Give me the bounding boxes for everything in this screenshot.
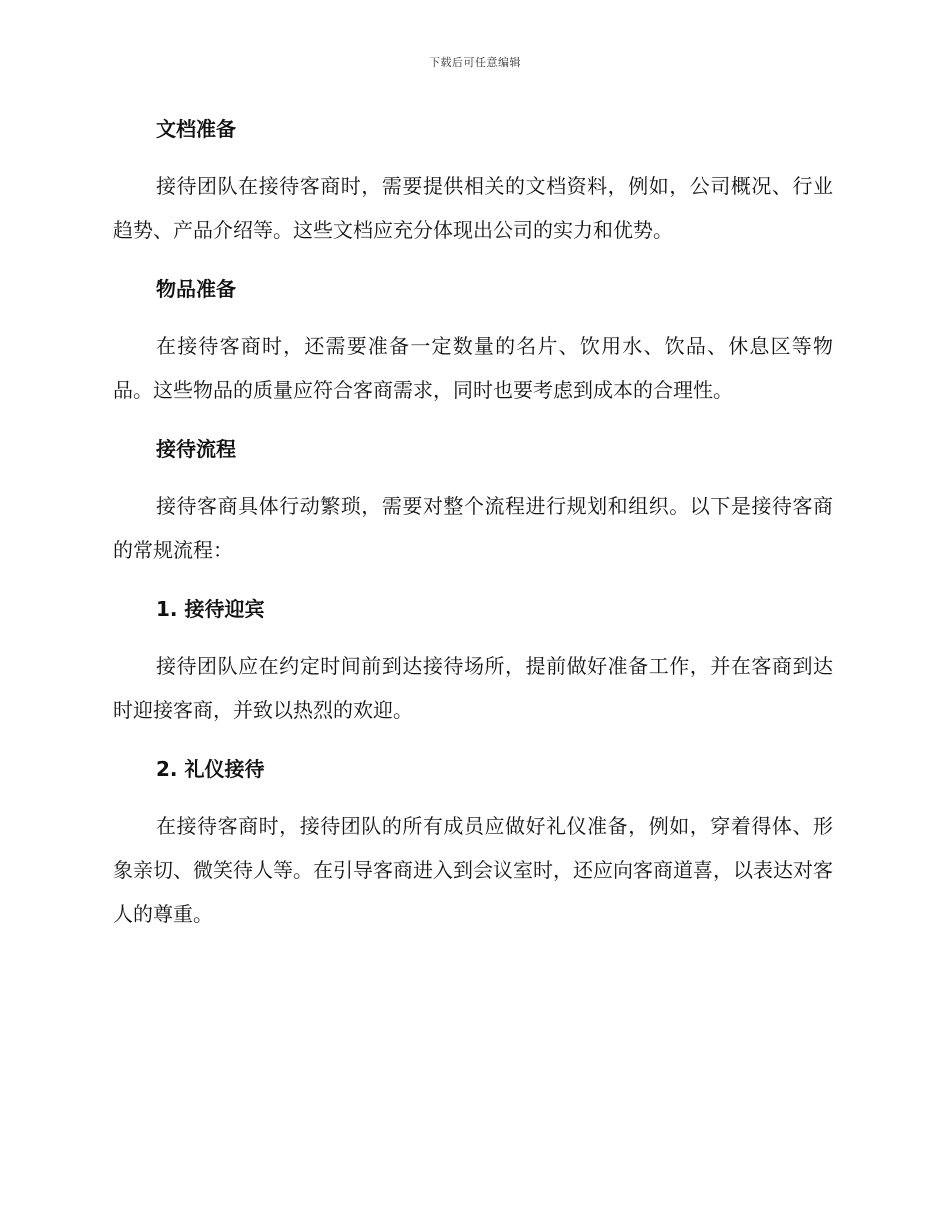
- section-greeting: [113, 584, 833, 732]
- section-etiquette: [113, 744, 833, 936]
- section-reception-process: [113, 424, 833, 572]
- section-items-prep: [113, 264, 833, 412]
- section-heading: 物品准备: [156, 277, 236, 301]
- section-paragraph: 接待团队应在约定时间前到达接待场所，提前做好准备工作，并在客商到达时迎接客商，并致以热烈的欢迎。: [113, 654, 833, 722]
- section-paragraph: 在接待客商时，还需要准备一定数量的名片、饮用水、饮品、休息区等物品。这些物品的质量应符合客商需求，同时也要考虑到成本的合理性。: [113, 334, 833, 402]
- section-paragraph: 在接待客商时，接待团队的所有成员应做好礼仪准备，例如，穿着得体、形象亲切、微笑待人等。在引导客商进入到会议室时，还应向客商道喜，以表达对客人的尊重。: [113, 814, 833, 926]
- document-body: [113, 104, 833, 948]
- section-document-prep: [113, 104, 833, 252]
- page-header-note: 下载后可任意编辑: [429, 56, 521, 69]
- section-paragraph: 接待团队在接待客商时，需要提供相关的文档资料，例如，公司概况、行业趋势、产品介绍等。这些文档应充分体现出公司的实力和优势。: [113, 174, 833, 242]
- section-heading: 接待流程: [156, 437, 236, 461]
- section-paragraph: 接待客商具体行动繁琐，需要对整个流程进行规划和组织。以下是接待客商的常规流程：: [113, 494, 833, 562]
- section-heading: 2. 礼仪接待: [156, 757, 265, 781]
- section-heading: 1. 接待迎宾: [156, 597, 265, 621]
- section-heading: 文档准备: [156, 117, 236, 141]
